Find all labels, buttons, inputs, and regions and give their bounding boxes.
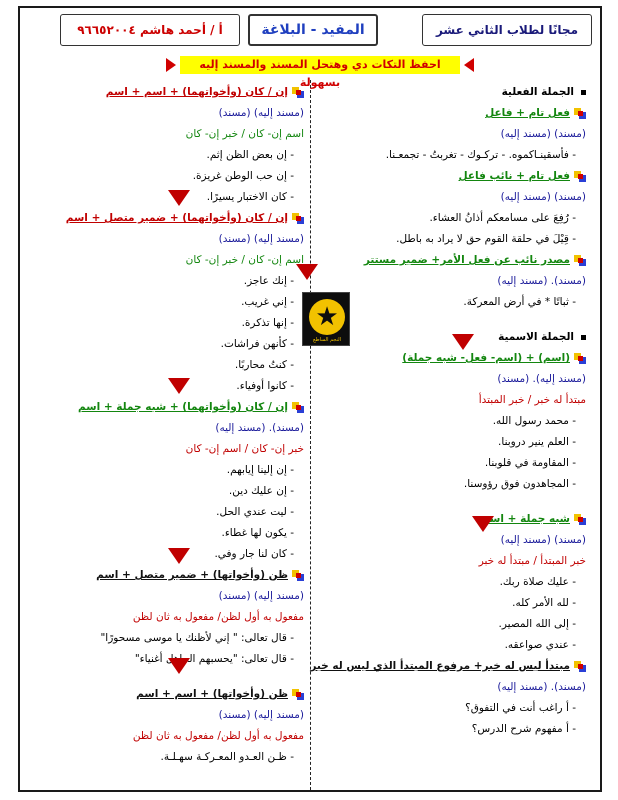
section-title: الجملة الاسمية — [308, 327, 586, 348]
memorize-banner: احفظ التكات دي وهتحل المسند والمسند إليه بسهولة — [180, 56, 460, 74]
down-arrow-icon — [452, 334, 474, 350]
example-sentence: - إني غريب. — [241, 296, 294, 308]
role-label: اسم إن- كان / خبر إن- كان — [185, 128, 304, 140]
example-sentence: - محمد رسول الله. — [492, 415, 576, 427]
role-label: (مسند). (مسند إليه) — [497, 681, 586, 693]
example-sentence: - إنها تذكرة. — [241, 317, 294, 329]
example-sentence: - عليك صلاة ربك. — [499, 576, 576, 588]
worksheet-page — [18, 6, 602, 792]
example-sentence: - العلم ينير دروبنا. — [498, 436, 576, 448]
rule-text: (اسم) + (اسم- فعل- شبه جملة) — [402, 352, 570, 364]
grammar-rule — [308, 103, 586, 124]
section-title: الجملة الفعلية — [308, 82, 586, 103]
bullet-icon — [292, 87, 304, 98]
example-sentence: - إن حب الوطن غريزة. — [192, 170, 294, 182]
example-sentence: - إنك عاجز. — [243, 275, 294, 287]
role-label: خبر المبتدأ / مبتدأ له خبر — [478, 555, 586, 567]
example-sentence: - ليت عندي الحل. — [216, 506, 294, 518]
role-label: مفعول به أول لظن/ مفعول به ثان لظن — [132, 730, 304, 742]
bullet-icon — [292, 689, 304, 700]
example-sentence: - كأنهن فراشات. — [220, 338, 294, 350]
example-sentence: - قِيْلَ في حلقة القوم حق لا يراد به باطل. — [396, 233, 576, 245]
star-icon: ★ — [315, 302, 339, 332]
bullet-icon — [574, 171, 586, 182]
example-sentence: - كان لنا جار وفي. — [214, 548, 294, 560]
role-label: (مسند) (مسند إليه) — [500, 534, 586, 546]
spacer — [26, 670, 304, 684]
role-label: (مسند إليه). (مسند) — [497, 373, 586, 385]
rule-text: إن / كان (وأخواتهما) + اسم + اسم — [105, 86, 288, 98]
role-label: خبر إن- كان / اسم إن- كان — [185, 443, 304, 455]
example-sentence: - المقاومة في قلوبنا. — [484, 457, 576, 469]
logo-caption: النجم الساطع — [312, 337, 342, 343]
role-label: مبتدأ له خبر / خبر المبتدأ — [478, 394, 586, 406]
bullet-icon — [574, 353, 586, 364]
rule-text: ظن (وأخواتها) + ضمير متصل + اسم — [96, 569, 288, 581]
role-label: (مسند) (مسند إليه) — [500, 191, 586, 203]
grammar-rule — [308, 166, 586, 187]
shining-star-logo — [302, 292, 350, 346]
grammar-rule — [26, 565, 304, 586]
example-sentence: - إن إلينا إيابهم. — [226, 464, 294, 476]
rule-text: فعل تام + فاعل — [485, 107, 570, 119]
header-free-for-students: مجانًا لطلاب الثاني عشر — [422, 14, 592, 46]
banner-arrow-left-icon — [166, 58, 176, 72]
grammar-rule — [26, 208, 304, 229]
down-arrow-icon — [168, 658, 190, 674]
banner-arrow-right-icon — [464, 58, 474, 72]
down-arrow-icon — [168, 378, 190, 394]
role-label: (مسند إليه) (مسند) — [218, 107, 304, 119]
role-label: (مسند إليه) (مسند) — [218, 590, 304, 602]
grammar-rule — [26, 684, 304, 705]
role-label: (مسند). (مسند إليه) — [215, 422, 304, 434]
left-column-inna-kana-zanna — [26, 82, 304, 768]
example-sentence: - لله الأمر كله. — [512, 597, 576, 609]
example-sentence: - ظـن العـدو المعـركـة سهـلـة. — [160, 751, 294, 763]
rule-text: شبه جملة + اسم — [481, 513, 570, 525]
example-sentence: - إلى الله المصير. — [498, 618, 576, 630]
bullet-icon — [292, 570, 304, 581]
right-column-verbal-nominal — [308, 82, 586, 740]
rule-text: إن / كان (وأخواتهما) + ضمير متصل + اسم — [65, 212, 288, 224]
example-sentence: - أ راغب أنت في التفوق؟ — [465, 702, 576, 714]
grammar-rule — [308, 509, 586, 530]
example-sentence: - رُفِعَ على مسامعكم أذانُ العشاء. — [429, 212, 576, 224]
example-sentence: - قال تعالى: " إني لأظنك يا موسى مسحورًا" — [100, 632, 294, 644]
role-label: اسم إن- كان / خبر إن- كان — [185, 254, 304, 266]
grammar-rule — [308, 250, 586, 271]
example-sentence: - المجاهدون فوق رؤوسنا. — [463, 478, 576, 490]
example-sentence: - عندي صواعقه. — [504, 639, 576, 651]
bullet-icon — [292, 213, 304, 224]
header-title: المفيد - البلاغة — [248, 14, 378, 46]
role-label: (مسند إليه) (مسند) — [218, 709, 304, 721]
example-sentence: - يكون لها غطاء. — [221, 527, 294, 539]
example-sentence: - أ مفهوم شرح الدرس؟ — [471, 723, 576, 735]
spacer — [308, 495, 586, 509]
example-sentence: - إن بعض الظن إثم. — [206, 149, 294, 161]
role-label: (مسند إليه) (مسند) — [218, 233, 304, 245]
rule-text: مبتدأ ليس له خبر+ مرفوع المبتدأ الذي ليس له خبر — [310, 660, 570, 672]
grammar-rule — [308, 656, 586, 677]
example-sentence: - ثباتًا * في أرض المعركة. — [463, 296, 576, 308]
role-label: (مسند). (مسند إليه) — [497, 275, 586, 287]
bullet-icon — [574, 661, 586, 672]
bullet-icon — [574, 514, 586, 525]
grammar-rule — [26, 397, 304, 418]
role-label: (مسند) (مسند إليه) — [500, 128, 586, 140]
role-label: مفعول به أول لظن/ مفعول به ثان لظن — [132, 611, 304, 623]
bullet-icon — [574, 108, 586, 119]
rule-text: ظن (وأخواتها) + اسم + اسم — [136, 688, 288, 700]
rule-text: إن / كان (وأخواتهما) + شبه جملة + اسم — [78, 401, 288, 413]
grammar-rule — [308, 348, 586, 369]
header-teacher-contact: أ / أحمد هاشم ٩٦٦٥٢٠٠٤ — [60, 14, 240, 46]
example-sentence: - كنتُ محاربًا. — [234, 359, 294, 371]
rule-text: مصدر نائب عن فعل الأمر+ ضمير مستتر — [363, 254, 570, 266]
example-sentence: - فأسقينـاكموه. - تركـوك - تغربتُ - تجمعـنا. — [385, 149, 576, 161]
down-arrow-icon — [472, 516, 494, 532]
bullet-icon — [292, 402, 304, 413]
grammar-rule — [26, 82, 304, 103]
bullet-icon — [574, 255, 586, 266]
example-sentence: - كانوا أوفياء. — [236, 380, 294, 392]
rule-text: فعل تام + نائب فاعل — [458, 170, 570, 182]
down-arrow-icon — [168, 190, 190, 206]
example-sentence: - إن عليك دين. — [228, 485, 294, 497]
example-sentence: - كان الاختبار يسيرًا. — [206, 191, 294, 203]
example-sentence: - قال تعالى: "يحسبهم الجاهل أغنياء" — [134, 653, 294, 665]
down-arrow-icon — [296, 264, 318, 280]
down-arrow-icon — [168, 548, 190, 564]
